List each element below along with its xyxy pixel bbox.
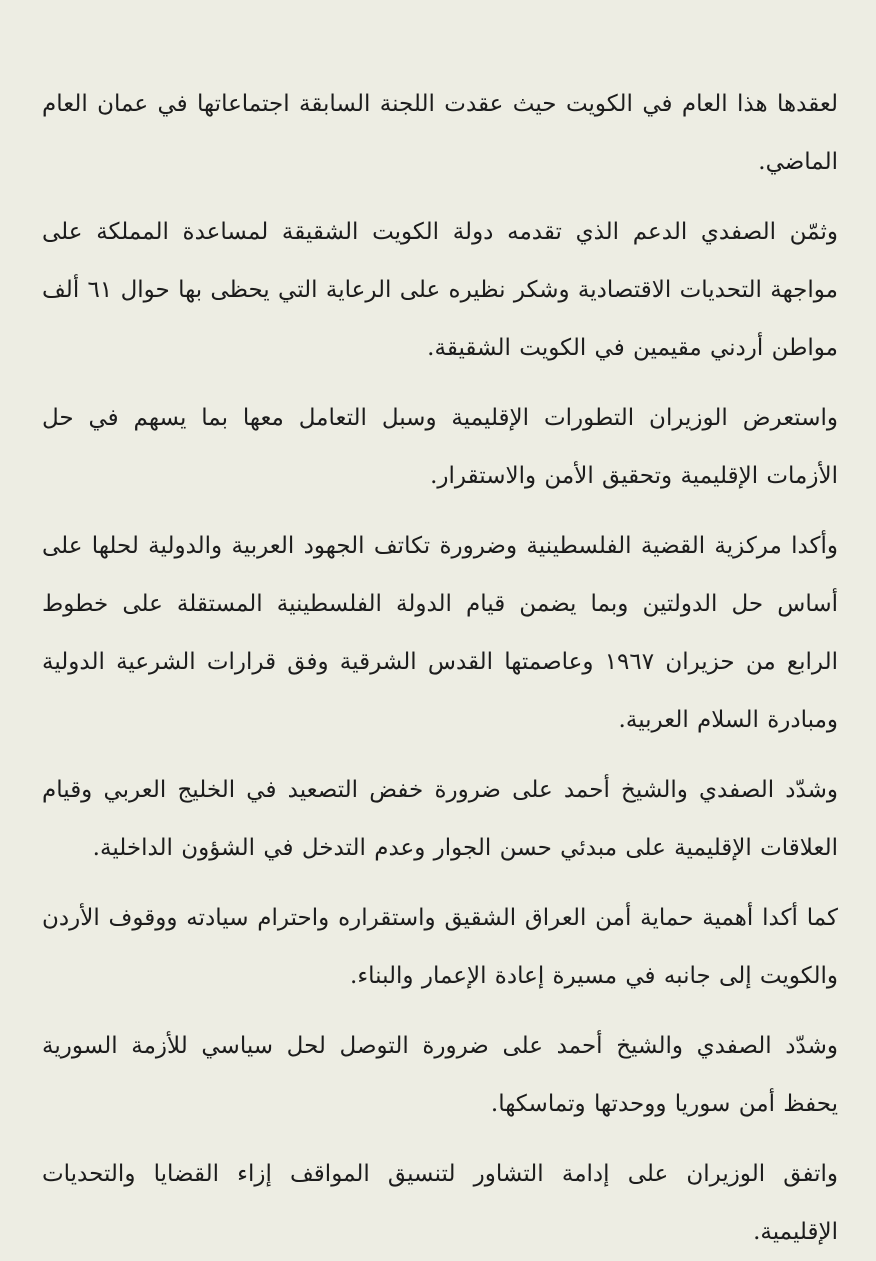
article-paragraph-1: لعقدها هذا العام في الكويت حيث عقدت اللجنة السابقة اجتماعاتها في عمان العام الماضي. [42,91,838,175]
article-paragraph-4: وأكدا مركزية القضية الفلسطينية وضرورة تكاتف الجهود العربية والدولية لحلها على أساس حل الدولتين وبما يضمن قيام الدولة الفلسطينية المستقلة على خطوط الرابع من حزيران ١٩٦٧ وعاصمتها القدس الشرقية وفق قرارات الشرعية الدولية ومبادرة السلام العربية. [42,533,838,733]
article-paragraph-7: وشدّد الصفدي والشيخ أحمد على ضرورة التوصل لحل سياسي للأزمة السورية يحفظ أمن سوريا ووحدتها وتماسكها. [42,1033,838,1117]
article-paragraph-6: كما أكدا أهمية حماية أمن العراق الشقيق واستقراره واحترام سيادته ووقوف الأردن والكويت إلى جانبه في مسيرة إعادة الإعمار والبناء. [42,905,838,989]
article-paragraph-5: وشدّد الصفدي والشيخ أحمد على ضرورة خفض التصعيد في الخليج العربي وقيام العلاقات الإقليمية على مبدئي حسن الجوار وعدم التدخل في الشؤون الداخلية. [42,777,838,861]
article-paragraph-2: وثمّن الصفدي الدعم الذي تقدمه دولة الكويت الشقيقة لمساعدة المملكة على مواجهة التحديات الاقتصادية وشكر نظيره على الرعاية التي يحظى بها حوال ٦١ ألف مواطن أردني مقيمين في الكويت الشقيقة. [42,219,838,361]
article-paragraph-3: واستعرض الوزيران التطورات الإقليمية وسبل التعامل معها بما يسهم في حل الأزمات الإقليمية وتحقيق الأمن والاستقرار. [42,405,838,489]
article-paragraph-8: واتفق الوزيران على إدامة التشاور لتنسيق المواقف إزاء القضايا والتحديات الإقليمية. [42,1161,838,1245]
